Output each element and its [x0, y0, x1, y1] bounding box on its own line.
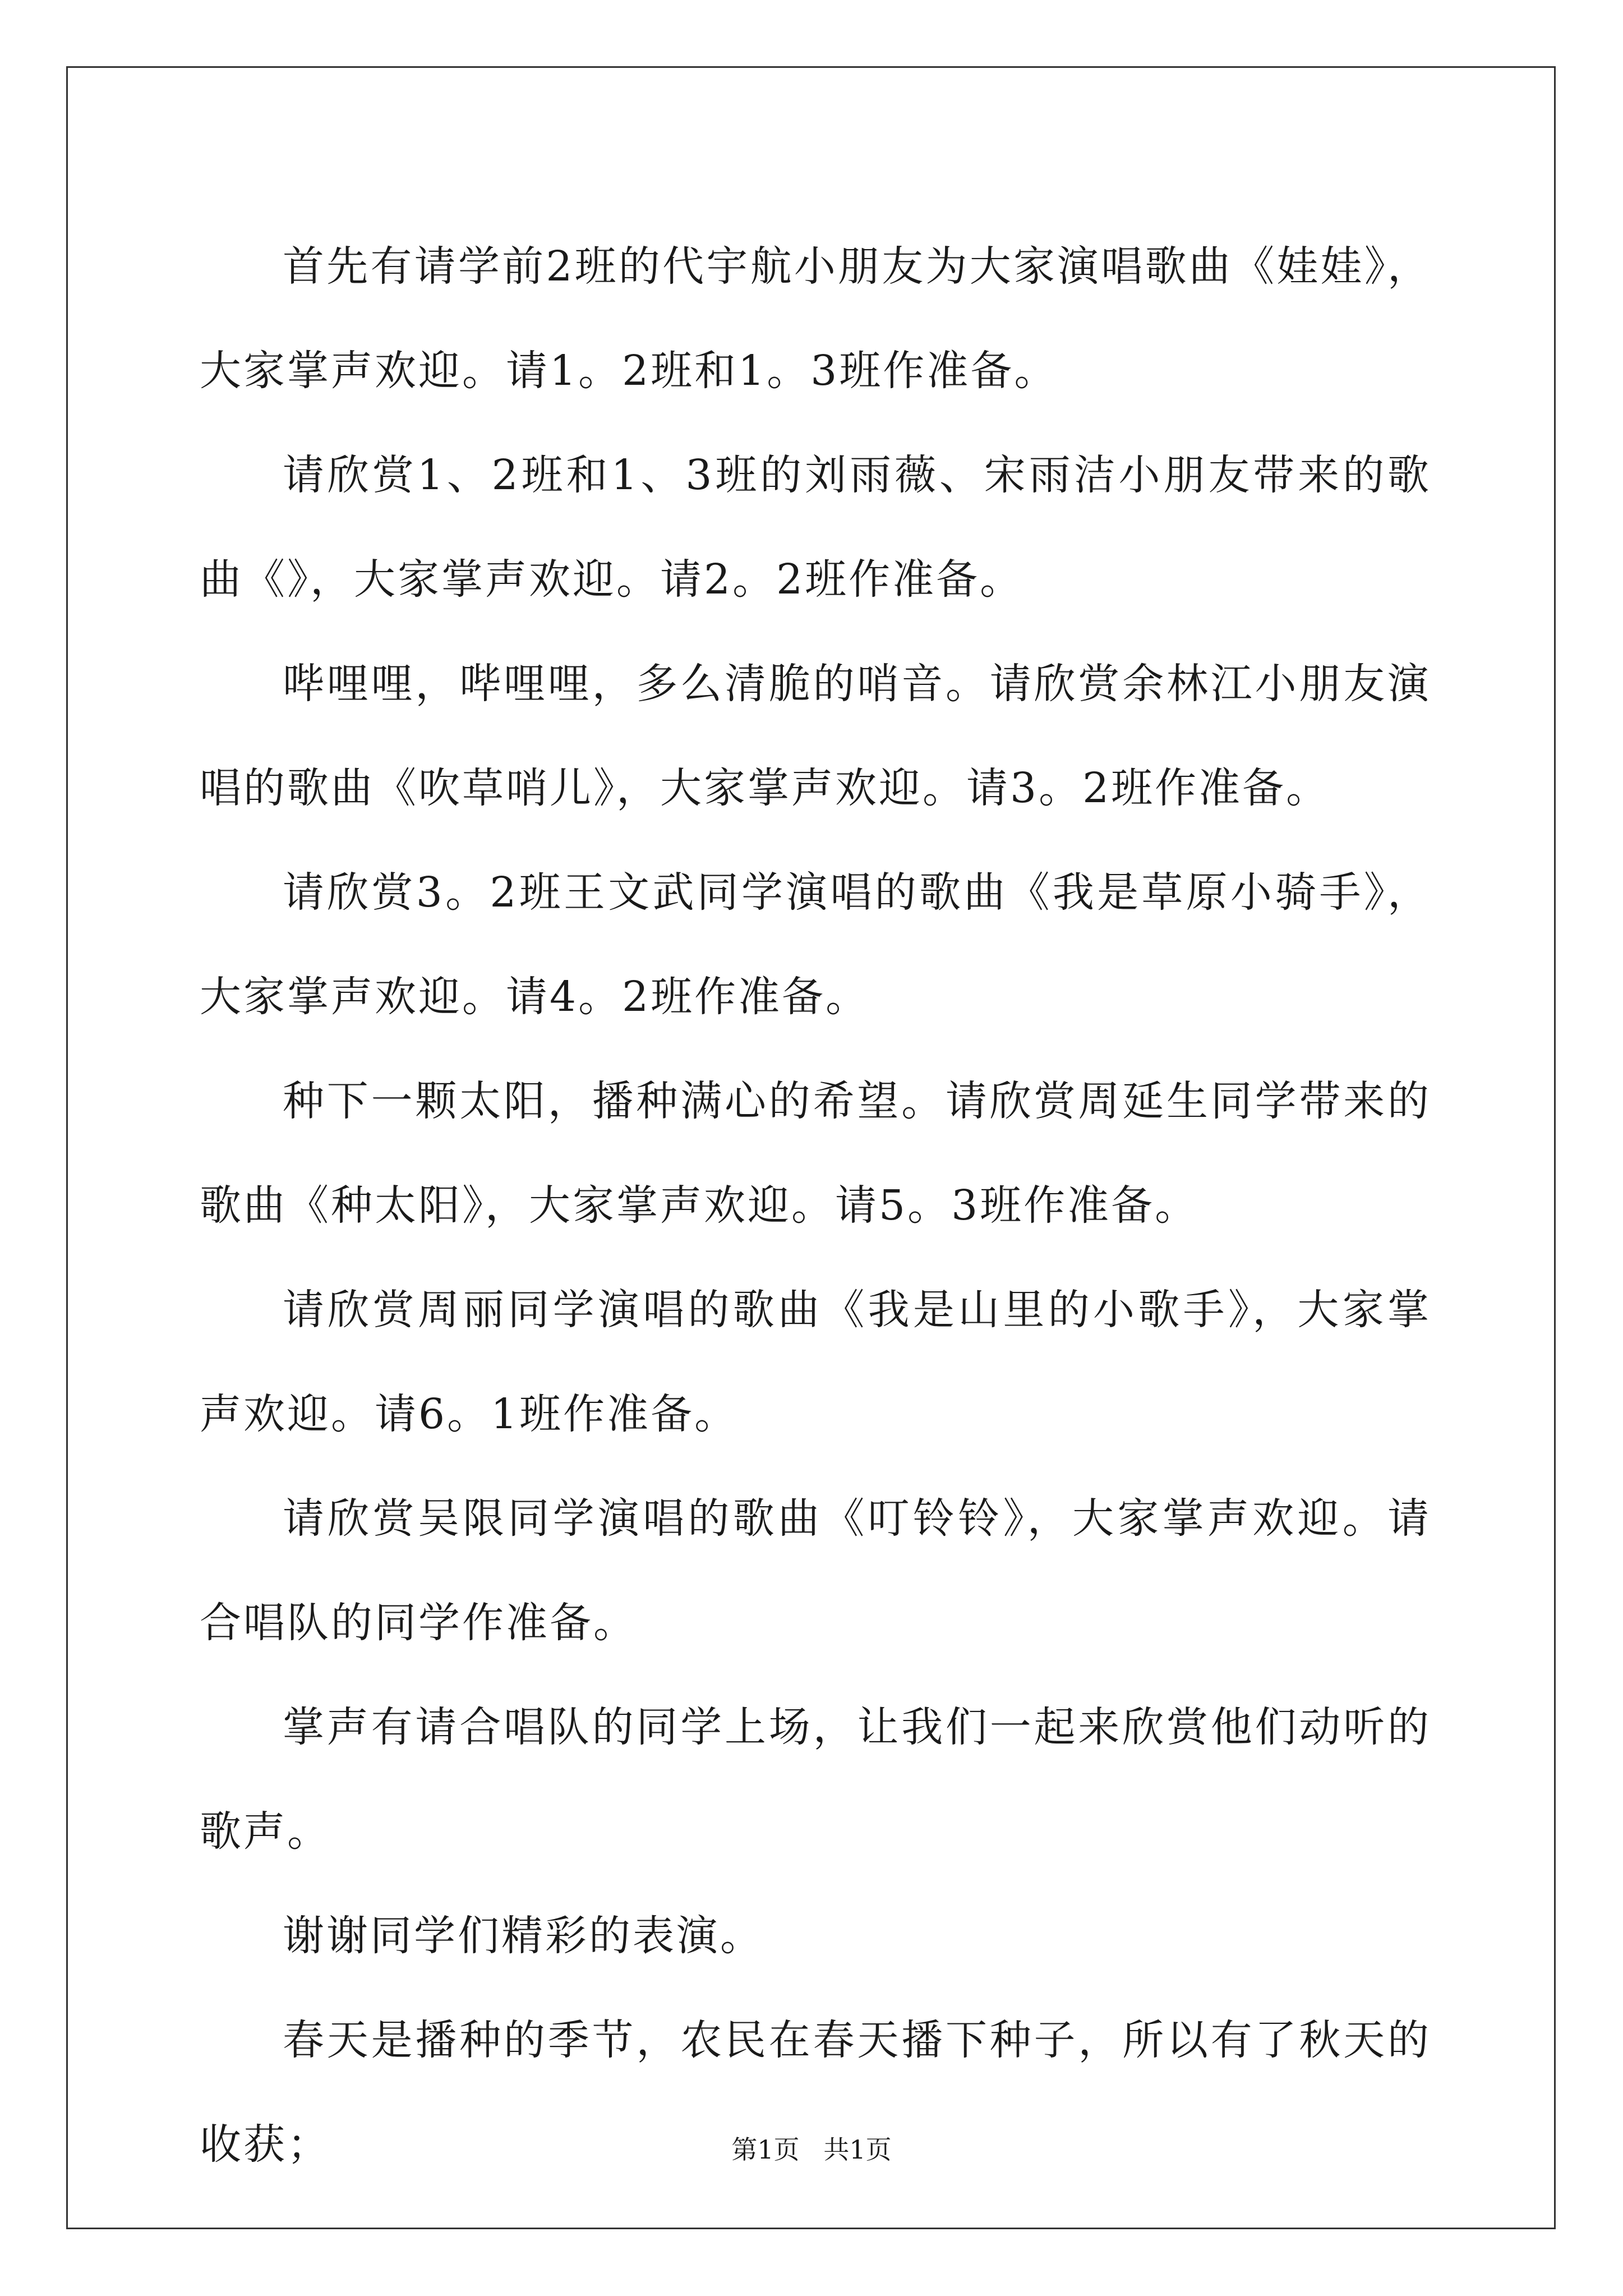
- page-number-current: 第1页: [731, 2134, 800, 2165]
- paragraph: 种下一颗太阳，播种满心的希望。请欣赏周延生同学带来的歌曲《种太阳》，大家掌声欢迎。请5。3班作准备。: [200, 1077, 1431, 1230]
- paragraph: 掌声有请合唱队的同学上场，让我们一起来欣赏他们动听的歌声。: [200, 1703, 1431, 1856]
- paragraph: 哔哩哩，哔哩哩，多么清脆的哨音。请欣赏余林江小朋友演唱的歌曲《吹草哨儿》，大家掌声欢迎。请3。2班作准备。: [200, 660, 1431, 812]
- page-footer: [0, 2129, 1623, 2166]
- document-body: [200, 214, 1431, 2197]
- paragraph: 请欣赏周丽同学演唱的歌曲《我是山里的小歌手》，大家掌声欢迎。请6。1班作准备。: [200, 1286, 1431, 1438]
- paragraph: 请欣赏3。2班王文武同学演唱的歌曲《我是草原小骑手》，大家掌声欢迎。请4。2班作准备。: [200, 868, 1431, 1021]
- paragraph: 春天是播种的季节，农民在春天播下种子，所以有了秋天的收获；: [200, 2016, 1431, 2169]
- paragraph: 请欣赏1、2班和1、3班的刘雨薇、宋雨洁小朋友带来的歌曲《》，大家掌声欢迎。请2。2班作准备。: [200, 451, 1431, 604]
- paragraph: 请欣赏吴限同学演唱的歌曲《叮铃铃》，大家掌声欢迎。请合唱队的同学作准备。: [200, 1494, 1431, 1647]
- page-number-total: 共1页: [823, 2134, 892, 2165]
- paragraph: 谢谢同学们精彩的表演。: [283, 1912, 764, 1960]
- paragraph: 首先有请学前2班的代宇航小朋友为大家演唱歌曲《娃娃》，大家掌声欢迎。请1。2班和1。3班作准备。: [200, 242, 1431, 395]
